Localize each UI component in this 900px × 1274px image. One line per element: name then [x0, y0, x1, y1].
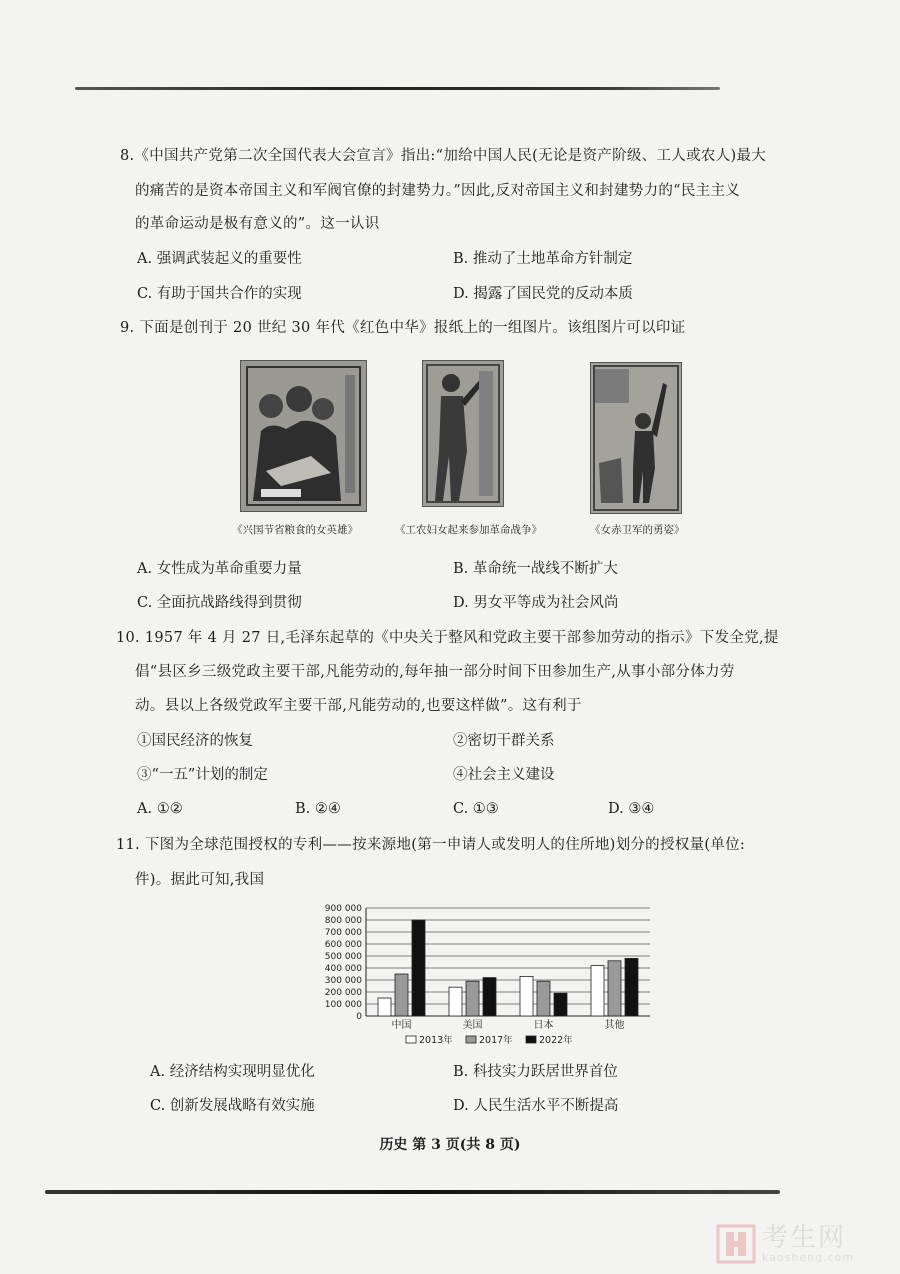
y-tick-label: 900 000 — [324, 904, 362, 914]
q8-line-2: 的痛苦的是资本帝国主义和军阀官僚的封建势力。”因此,反对帝国主义和封建势力的“民主主义 — [135, 183, 741, 199]
woodcut-3-figure-icon — [591, 363, 681, 513]
x-tick-label: 其他 — [604, 1020, 625, 1031]
y-tick-label: 0 — [356, 1012, 362, 1022]
q11-option-d: D. 人民生活水平不断提高 — [453, 1098, 619, 1114]
q9-option-a: A. 女性成为革命重要力量 — [137, 561, 302, 577]
y-tick-label: 800 000 — [324, 916, 362, 926]
q10-item-3: ③“一五”计划的制定 — [137, 767, 268, 783]
q10-item-1: ①国民经济的恢复 — [137, 733, 253, 749]
q11-option-a: A. 经济结构实现明显优化 — [150, 1064, 315, 1080]
caption-1: 《兴国节省粮食的女英雄》 — [232, 524, 358, 536]
q10-item-2: ②密切干群关系 — [453, 733, 555, 749]
bar — [395, 974, 408, 1016]
q10-line-3: 动。县以上各级党政军主要干部,凡能劳动的,也要这样做”。这有利于 — [135, 698, 582, 714]
top-rule — [75, 87, 720, 90]
q10-option-d: D. ③④ — [608, 801, 655, 817]
kaosheng-logo-icon — [716, 1224, 756, 1264]
woodcut-image-1 — [240, 360, 367, 512]
q11-line-1: 11. 下图为全球范围授权的专利——按来源地(第一申请人或发明人的住所地)划分的授权量(单位: — [116, 837, 746, 853]
x-tick-label: 日本 — [533, 1020, 554, 1031]
y-tick-label: 300 000 — [324, 976, 362, 986]
bar — [554, 993, 567, 1016]
watermark-cn: 考生网 — [762, 1223, 847, 1253]
bar — [378, 998, 391, 1016]
patent-bar-chart — [280, 896, 660, 1046]
bar — [483, 978, 496, 1016]
woodcut-image-3 — [590, 362, 682, 514]
bar — [412, 920, 425, 1016]
legend-label: 2017年 — [479, 1035, 513, 1046]
q10-item-4: ④社会主义建设 — [453, 767, 555, 783]
y-tick-label: 200 000 — [324, 988, 362, 998]
legend-swatch — [406, 1036, 416, 1043]
bar — [591, 966, 604, 1016]
q9-option-b: B. 革命统一战线不断扩大 — [453, 561, 618, 577]
x-tick-label: 中国 — [391, 1020, 412, 1031]
q11-line-2: 件)。据此可知,我国 — [135, 872, 265, 888]
q8-option-c: C. 有助于国共合作的实现 — [137, 286, 302, 302]
q8-option-d: D. 揭露了国民党的反动本质 — [453, 286, 633, 302]
bar — [520, 976, 533, 1016]
y-tick-label: 100 000 — [324, 1000, 362, 1010]
y-tick-label: 600 000 — [324, 940, 362, 950]
woodcut-2-figure-icon — [423, 361, 503, 506]
q10-line-2: 倡“县区乡三级党政主要干部,凡能劳动的,每年抽一部分时间下田参加生产,从事小部分体力劳 — [135, 664, 735, 680]
q9-option-d: D. 男女平等成为社会风尚 — [453, 595, 619, 611]
q11-option-c: C. 创新发展战略有效实施 — [150, 1098, 315, 1114]
q8-line-3: 的革命运动是极有意义的”。这一认识 — [135, 216, 380, 232]
y-tick-label: 700 000 — [324, 928, 362, 938]
caption-3: 《女赤卫军的勇姿》 — [590, 524, 685, 536]
q10-option-c: C. ①③ — [453, 801, 499, 817]
q8-option-b: B. 推动了土地革命方针制定 — [453, 251, 633, 267]
q10-line-1: 10. 1957 年 4 月 27 日,毛泽东起草的《中央关于整风和党政主要干部参加劳动的指示》下发全党,提 — [116, 630, 779, 646]
bar — [537, 981, 550, 1016]
legend-swatch — [526, 1036, 536, 1043]
page-footer: 历史 第 3 页(共 8 页) — [379, 1137, 521, 1153]
y-tick-label: 400 000 — [324, 964, 362, 974]
caption-2: 《工农妇女起来参加革命战争》 — [395, 524, 542, 536]
watermark — [716, 1222, 886, 1266]
q9-line: 9. 下面是创刊于 20 世纪 30 年代《红色中华》报纸上的一组图片。该组图片可以印证 — [120, 320, 686, 336]
bar — [608, 961, 621, 1016]
bar — [449, 987, 462, 1016]
legend-label: 2013年 — [419, 1035, 453, 1046]
q10-option-a: A. ①② — [137, 801, 183, 817]
y-tick-label: 500 000 — [324, 952, 362, 962]
patent-chart-svg — [280, 896, 660, 1046]
q10-option-b: B. ②④ — [295, 801, 341, 817]
woodcut-1-figures-icon — [241, 361, 366, 511]
bottom-rule — [45, 1190, 780, 1194]
q11-option-b: B. 科技实力跃居世界首位 — [453, 1064, 618, 1080]
bar — [466, 981, 479, 1016]
watermark-en: kaosheng.com — [762, 1251, 855, 1264]
q8-line-1: 8.《中国共产党第二次全国代表大会宣言》指出:“加给中国人民(无论是资产阶级、工人或农人)最大 — [120, 148, 767, 164]
x-tick-label: 美国 — [462, 1020, 483, 1031]
woodcut-image-2 — [422, 360, 504, 507]
legend-swatch — [466, 1036, 476, 1043]
bar — [625, 958, 638, 1016]
q9-option-c: C. 全面抗战路线得到贯彻 — [137, 595, 302, 611]
q8-option-a: A. 强调武装起义的重要性 — [137, 251, 302, 267]
legend-label: 2022年 — [539, 1035, 573, 1046]
